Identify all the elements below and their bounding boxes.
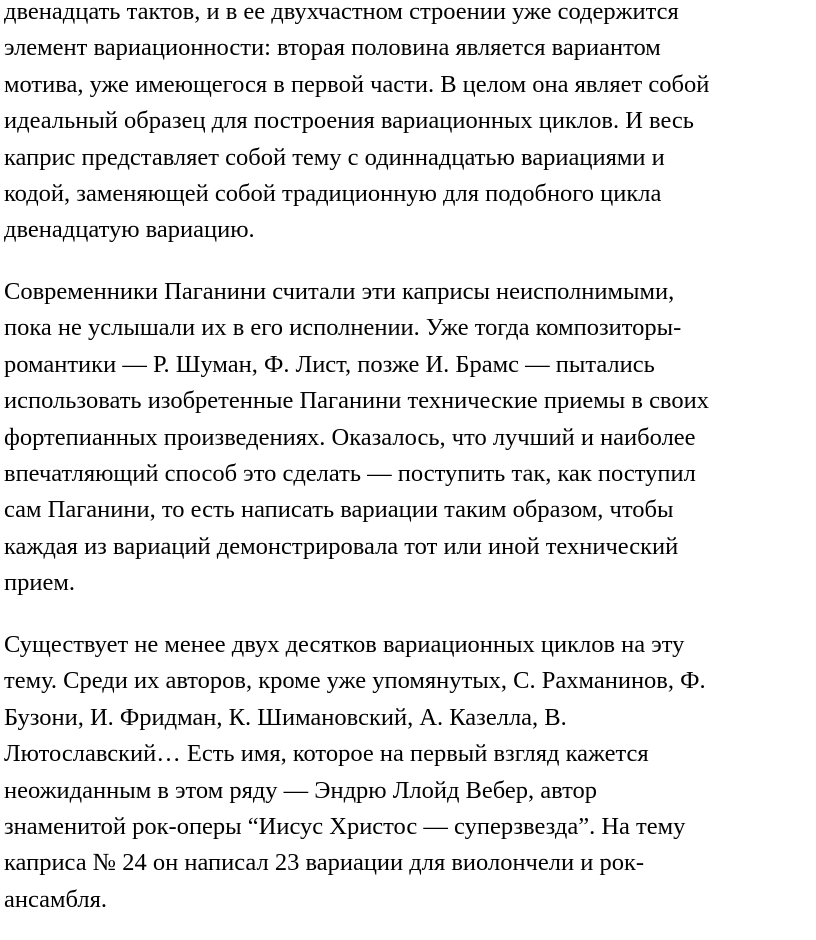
text-line: использовать изобретенные Паганини технические приемы в своих: [4, 387, 709, 415]
text-line: Лютославский… Есть имя, которое на первый взгляд кажется: [4, 740, 649, 768]
text-line: тему. Среди их авторов, кроме уже упомянутых, С. Рахманинов, Ф.: [4, 667, 706, 695]
text-line: сам Паганини, то есть написать вариации таким образом, чтобы: [4, 496, 674, 524]
text-line: каприс представляет собой тему с одиннадцатью вариациями и: [4, 143, 665, 171]
text-line: каждая из вариаций демонстрировала тот или иной технический: [4, 532, 679, 560]
text-line: фортепианных произведениях. Оказалось, что лучший и наиболее: [4, 423, 696, 451]
text-line: знаменитой рок-оперы “Иисус Христос — суперзвезда”. На тему: [4, 813, 686, 841]
text-line: Современники Паганини считали эти каприсы неисполнимыми,: [4, 278, 675, 305]
text-line: мотива, уже имеющегося в первой части. В целом она являет собой: [4, 70, 710, 98]
text-line: двенадцатую вариацию.: [4, 216, 255, 244]
text-line: кодой, заменяющей собой традиционную для подобного цикла: [4, 180, 662, 208]
paragraph-3: [4, 627, 706, 918]
text-line: элемент вариационности: вторая половина является вариантом: [4, 34, 661, 62]
paragraph-2: [4, 274, 709, 602]
text-line: Бузони, И. Фридман, К. Шимановский, А. Казелла, В.: [4, 703, 567, 731]
text-line: ансамбля.: [4, 885, 108, 913]
text-line: пока не услышали их в его исполнении. Уже тогда композиторы-: [4, 314, 682, 342]
text-line: романтики — Р. Шуман, Ф. Лист, позже И. Брамс — пытались: [4, 350, 655, 378]
text-line: прием.: [4, 569, 75, 597]
text-line: Существует не менее двух десятков вариационных циклов на эту: [4, 631, 685, 658]
paragraph-1: [4, 0, 709, 249]
text-line: каприса № 24 он написал 23 вариации для виолончели и рок-: [4, 849, 645, 877]
text-line: впечатляющий способ это сделать — поступить так, как поступил: [4, 460, 696, 488]
text-line: идеальный образец для построения вариационных циклов. И весь: [4, 107, 694, 135]
text-line: двенадцать тактов, и в ее двухчастном строении уже содержится: [4, 0, 679, 25]
text-line: неожиданным в этом ряду — Эндрю Ллойд Вебер, автор: [4, 776, 597, 804]
